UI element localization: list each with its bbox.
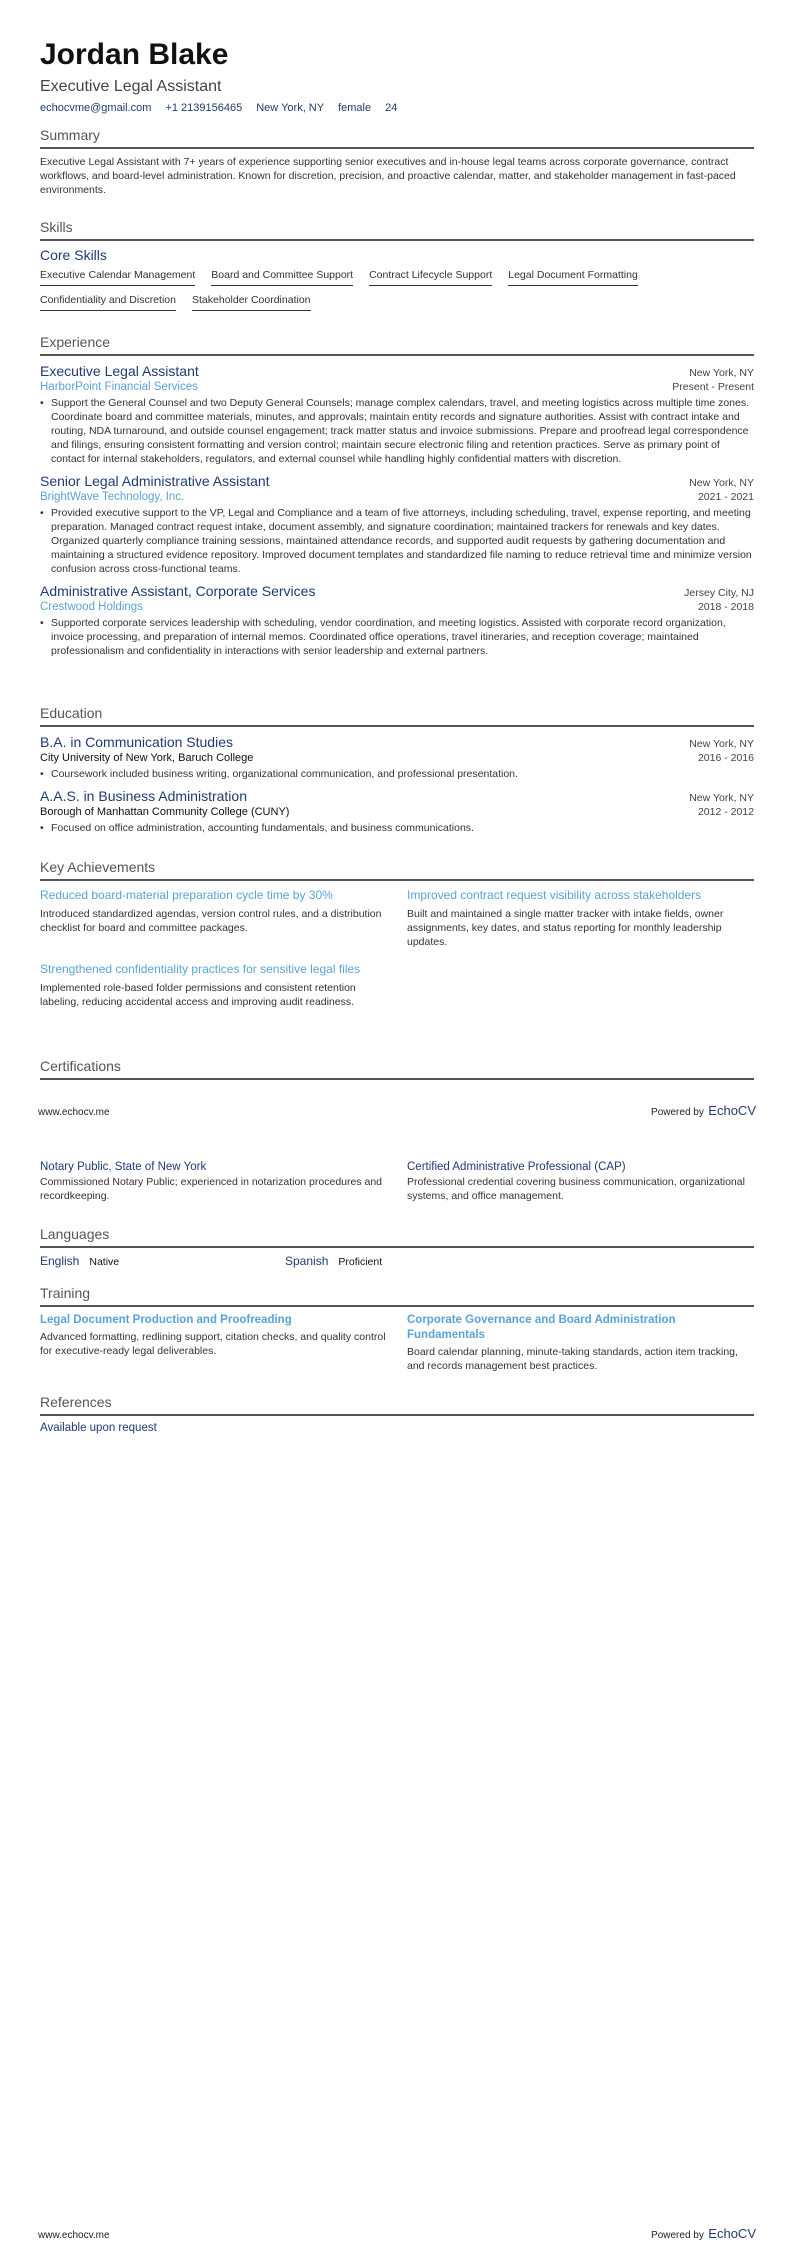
job-location: New York, NY (689, 477, 754, 489)
education-dates: 2012 - 2012 (697, 806, 754, 818)
training-item (407, 1313, 754, 1373)
experience-entry (40, 362, 754, 466)
footer-powered-by (651, 1102, 756, 1120)
languages-section (40, 1225, 754, 1268)
skills-section (40, 218, 754, 311)
experience-section (40, 333, 754, 658)
certification-title: Certified Administrative Professional (CAP) (407, 1161, 626, 1173)
summary-text: Executive Legal Assistant with 7+ years of experience supporting senior executives and in-house legal teams across corporate governance, contract workflows, and board-level administration. Known for discretion, precision, and proactive calendar, matter, and stakeholder management in fast-paced environments. (40, 156, 736, 196)
education-bullet: • Coursework included business writing, organizational communication, and professional presentation. (40, 767, 754, 781)
achievement-item (407, 887, 754, 949)
skill-tag: Contract Lifecycle Support (369, 269, 492, 286)
job-title: Administrative Assistant, Corporate Services (40, 583, 316, 599)
school-location: New York, NY (689, 792, 754, 804)
experience-entry (40, 472, 754, 576)
language-level: Native (89, 1256, 120, 1268)
job-company: HarborPoint Financial Services (40, 381, 198, 393)
training-desc: Board calendar planning, minute-taking standards, action item tracking, and records management best practices. (407, 1346, 738, 1372)
degree-title: B.A. in Communication Studies (40, 734, 233, 750)
footer-site[interactable]: www.echocv.me (38, 2230, 110, 2241)
language-item (285, 1254, 530, 1268)
training-title-item: Legal Document Production and Proofreading (40, 1314, 292, 1326)
contact-gender: female (338, 102, 372, 114)
contact-phone[interactable]: +1 2139156465 (165, 102, 243, 114)
achievement-desc: Introduced standardized agendas, version control rules, and a distribution checklist for board and committee packages. (40, 908, 382, 934)
education-dates: 2016 - 2016 (697, 752, 754, 764)
certification-item (40, 1160, 387, 1203)
job-dates: Present - Present (672, 381, 754, 393)
job-company: Crestwood Holdings (40, 601, 143, 613)
education-section (40, 704, 754, 835)
candidate-headline: Executive Legal Assistant (40, 78, 222, 95)
achievement-item (40, 887, 387, 949)
school-location: New York, NY (689, 738, 754, 750)
achievements-title: Key Achievements (40, 858, 754, 881)
certifications-heading (40, 1057, 754, 1080)
resume-page-2 (0, 1123, 794, 2246)
references-text: Available upon request (40, 1422, 157, 1434)
experience-entry (40, 582, 754, 658)
education-entry (40, 787, 754, 835)
skill-tag: Confidentiality and Discretion (40, 294, 176, 311)
job-location: New York, NY (689, 367, 754, 379)
page-footer (38, 1102, 756, 1120)
education-entry (40, 733, 754, 781)
language-name: Spanish (285, 1254, 329, 1268)
job-bullet: • Provided executive support to the VP, Legal and Compliance and a team of five attorneys, including scheduling, travel, expense reporting, and meeting preparation. Managed contract request intake, document assembly, and signature coordination; maintained trackers for renewals and key dates. Organized quarterly compliance training sessions, maintained attendance records, and supported audit requests by gathering documentation and maintaining a structured evidence repository. Improved document templates and standardized file naming to reduce retrieval time and minimize version confusion across cross-functional teams. (40, 506, 754, 576)
training-title-item: Corporate Governance and Board Administration Fundamentals (407, 1314, 676, 1341)
certifications-title: Certifications (40, 1057, 754, 1080)
skill-tag: Stakeholder Coordination (192, 294, 311, 311)
job-location: Jersey City, NJ (684, 587, 754, 599)
training-grid (40, 1313, 754, 1373)
languages-title: Languages (40, 1225, 754, 1248)
skill-tags (40, 269, 754, 311)
footer-powered-label: Powered by (651, 2230, 704, 2241)
language-name: English (40, 1254, 80, 1268)
resume-header (40, 38, 754, 114)
job-bullet: • Support the General Counsel and two Deputy General Counsels; manage complex calendars, travel, and meeting logistics across multiple time zones. Coordinate board and committee materials, minutes, and approvals; maintain entity records and signature authorities. Assist with contract intake and routing, NDA turnaround, and outside counsel engagement; track matter status and invoice submissions. Prepare and proofread legal correspondence and filings, ensuring consistent formatting and version control; maintain secure electronic filing and retention practices. Serve as primary point of contact for internal stakeholders, regulators, and external counsel while handling highly confidential matters with discretion. (40, 396, 754, 466)
training-title: Training (40, 1284, 754, 1307)
training-section (40, 1284, 754, 1373)
achievements-section (40, 858, 754, 1009)
footer-powered-label: Powered by (651, 1107, 704, 1118)
language-item (40, 1254, 285, 1268)
education-bullet: • Focused on office administration, accounting fundamentals, and business communications. (40, 821, 754, 835)
contact-age: 24 (385, 102, 398, 114)
achievements-grid (40, 887, 754, 1009)
contact-location: New York, NY (256, 102, 325, 114)
footer-powered-by (651, 2225, 756, 2243)
footer-brand-logo[interactable]: EchoCV (708, 1103, 756, 1118)
achievement-desc: Implemented role-based folder permissions and consistent retention labeling, reducing accidental access and improving audit readiness. (40, 982, 356, 1008)
job-title: Executive Legal Assistant (40, 363, 199, 379)
contact-email[interactable]: echocvme@gmail.com (40, 102, 152, 114)
achievement-title: Reduced board-material preparation cycle time by 30% (40, 888, 333, 902)
training-item (40, 1313, 387, 1373)
skills-title: Skills (40, 218, 754, 241)
experience-title: Experience (40, 333, 754, 356)
skill-group-title: Core Skills (40, 247, 107, 263)
candidate-name: Jordan Blake (40, 38, 229, 71)
contact-line (40, 102, 754, 114)
references-section (40, 1393, 754, 1434)
languages-row (40, 1254, 754, 1268)
page-footer (38, 2225, 756, 2243)
certifications-grid (40, 1160, 754, 1203)
certifications-section (40, 1160, 754, 1203)
certification-title: Notary Public, State of New York (40, 1161, 207, 1173)
job-dates: 2018 - 2018 (697, 601, 754, 613)
skill-tag: Legal Document Formatting (508, 269, 638, 286)
footer-brand-logo[interactable]: EchoCV (708, 2226, 756, 2241)
achievement-title: Improved contract request visibility across stakeholders (407, 888, 702, 902)
education-title: Education (40, 704, 754, 727)
school-name: Borough of Manhattan Community College (CUNY) (40, 806, 290, 818)
language-level: Proficient (338, 1256, 383, 1268)
certification-desc: Commissioned Notary Public; experienced in notarization procedures and recordkeeping. (40, 1176, 383, 1202)
skill-tag: Executive Calendar Management (40, 269, 195, 286)
summary-title: Summary (40, 126, 754, 149)
training-desc: Advanced formatting, redlining support, citation checks, and quality control for executive-ready legal deliverables. (40, 1331, 386, 1357)
achievement-desc: Built and maintained a single matter tracker with intake fields, owner assignments, key dates, and status reporting for monthly leadership updates. (407, 908, 724, 948)
job-title: Senior Legal Administrative Assistant (40, 473, 270, 489)
certification-item (407, 1160, 754, 1203)
certification-desc: Professional credential covering business communication, organizational systems, and office management. (407, 1176, 745, 1202)
achievement-item (40, 961, 387, 1009)
job-company: BrightWave Technology, Inc. (40, 491, 185, 503)
achievement-title: Strengthened confidentiality practices for sensitive legal files (40, 962, 361, 976)
school-name: City University of New York, Baruch College (40, 752, 254, 764)
job-dates: 2021 - 2021 (697, 491, 754, 503)
references-title: References (40, 1393, 754, 1416)
footer-site[interactable]: www.echocv.me (38, 1107, 110, 1118)
skill-tag: Board and Committee Support (211, 269, 353, 286)
job-bullet: • Supported corporate services leadership with scheduling, vendor coordination, and meeting logistics. Assisted with corporate record organization, invoice processing, and preparation of internal memos. Coordinated office operations, travel itineraries, and reception coverage; maintained professionalism and confidentiality in interactions with senior leadership and external partners. (40, 616, 754, 658)
degree-title: A.A.S. in Business Administration (40, 788, 247, 804)
summary-section (40, 126, 754, 197)
